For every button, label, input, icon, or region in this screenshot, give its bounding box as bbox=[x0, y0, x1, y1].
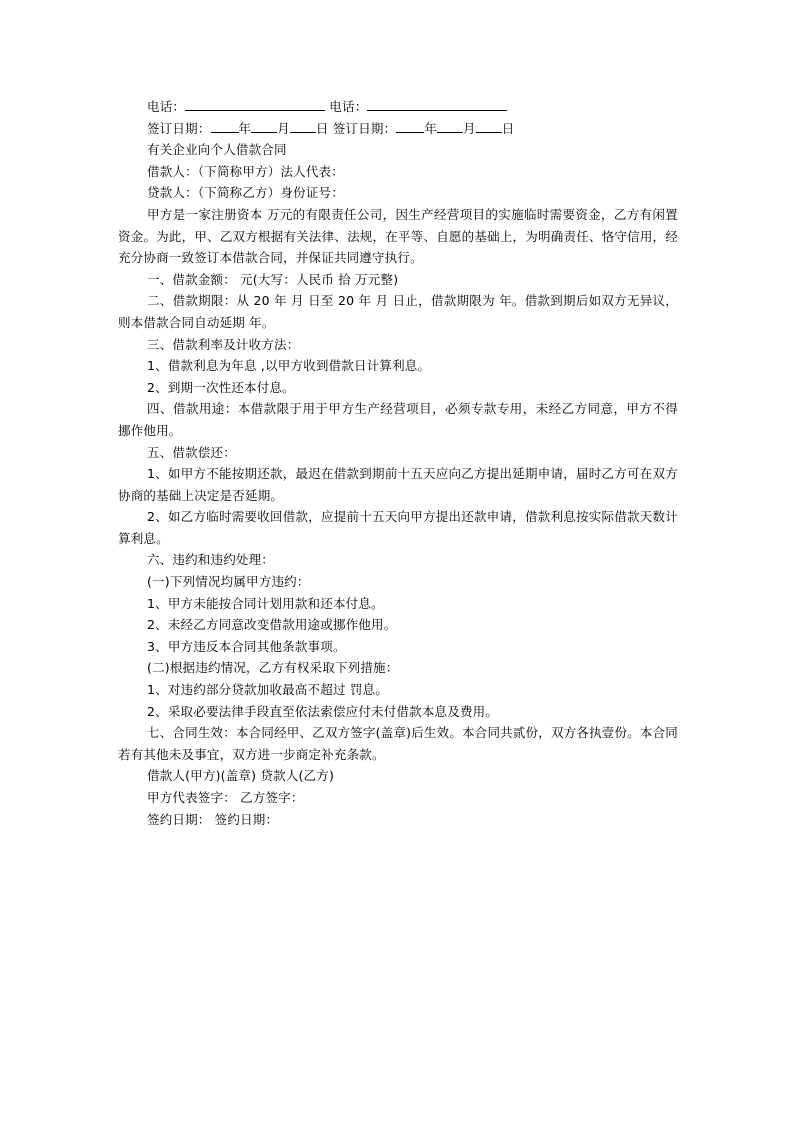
intro-paragraph: 甲方是一家注册资本 万元的有限责任公司，因生产经营项目的实施临时需要资金，乙方有闲置资金。为此，甲、乙双方根据有关法律、法规，在平等、自愿的基础上，为明确责任、恪守信用，经充分协商一致签订本借款合同，并保证共同遵守执行。 bbox=[118, 206, 678, 266]
clause-breach-b-item-1: 1、对违约部分贷款加收最高不超过 罚息。 bbox=[147, 682, 388, 698]
month-label: 月 bbox=[277, 120, 290, 136]
day-label: 日 bbox=[315, 120, 329, 136]
signature-parties-line: 借款人(甲方)(盖章) 贷款人(乙方) bbox=[147, 768, 335, 784]
day-label: 日 bbox=[501, 120, 515, 136]
year-label: 年 bbox=[424, 120, 438, 136]
clause-breach-sub-a: (一)下列情况均属甲方违约： bbox=[147, 574, 310, 590]
sign-date-label-borrower: 签订日期： bbox=[147, 120, 211, 136]
clause-interest-heading: 三、借款利率及计收方法： bbox=[147, 336, 300, 352]
clause-breach-a-item-2: 2、未经乙方同意改变借款用途或挪作他用。 bbox=[147, 617, 397, 633]
phone-label-lender: 电话： bbox=[329, 99, 368, 114]
clause-breach-heading: 六、违约和违约处理： bbox=[147, 552, 275, 568]
contract-title: 有关企业向个人借款合同 bbox=[147, 142, 287, 158]
clause-term: 二、借款期限：从 20 年 月 日至 20 年 月 日止，借款期限为 年。借款到期后如双方无异议，则本借款合同自动延期 年。 bbox=[118, 293, 678, 330]
clause-repayment-item-1: 1、如甲方不能按期还款，最迟在借款到期前十五天应向乙方提出延期申请，届时乙方可在双方协商的基础上决定是否延期。 bbox=[118, 466, 678, 503]
clause-breach-a-item-1: 1、甲方未能按合同计划用款和还本付息。 bbox=[147, 595, 384, 611]
lender-line: 贷款人：（下简称乙方）身份证号： bbox=[147, 185, 344, 201]
clause-breach-b-item-2: 2、采取必要法律手段直至依法索偿应付未付借款本息及费用。 bbox=[147, 703, 499, 719]
year-label: 年 bbox=[238, 120, 252, 136]
phone-label-borrower: 电话： bbox=[147, 99, 186, 114]
contract-body bbox=[118, 96, 678, 830]
clause-amount: 一、借款金额： 元(大写：人民币 拾 万元整) bbox=[147, 271, 399, 287]
clause-repayment-item-2: 2、如乙方临时需要收回借款，应提前十五天向甲方提出还款申请，借款利息按实际借款天数计算利息。 bbox=[118, 509, 678, 546]
sign-date-label-lender: 签订日期： bbox=[332, 120, 397, 136]
clause-breach-sub-b: (二)根据违约情况，乙方有权采取下列措施： bbox=[147, 660, 399, 676]
month-blank bbox=[251, 120, 277, 133]
clause-purpose: 四、借款用途：本借款限于用于甲方生产经营项目，必须专款专用，未经乙方同意，甲方不得挪作他用。 bbox=[118, 401, 678, 438]
phone-blank-borrower bbox=[185, 98, 325, 111]
clause-interest-item-2: 2、到期一次性还本付息。 bbox=[147, 379, 295, 395]
day-blank bbox=[476, 120, 502, 133]
clause-effectiveness: 七、合同生效：本合同经甲、乙双方签字(盖章)后生效。本合同共贰份，双方各执壹份。本合同若有其他未及事宜，双方进一步商定补充条款。 bbox=[118, 725, 678, 762]
phone-row bbox=[118, 96, 678, 118]
year-blank bbox=[396, 120, 424, 133]
signature-representatives-line: 甲方代表签字： 乙方签字： bbox=[147, 790, 304, 805]
clause-breach-a-item-3: 3、甲方违反本合同其他条款事项。 bbox=[147, 638, 346, 654]
month-label: 月 bbox=[463, 120, 476, 136]
day-blank bbox=[290, 120, 316, 133]
sign-date-row bbox=[118, 118, 678, 140]
month-blank bbox=[437, 120, 463, 133]
signature-dates-line: 签约日期： 签约日期： bbox=[147, 811, 279, 827]
borrower-line: 借款人：（下简称甲方）法人代表： bbox=[147, 163, 344, 179]
clause-interest-item-1: 1、借款利息为年息 ,以甲方收到借款日计算利息。 bbox=[147, 358, 431, 374]
phone-blank-lender bbox=[367, 98, 507, 111]
year-blank bbox=[211, 120, 239, 133]
clause-repayment-heading: 五、借款偿还： bbox=[147, 444, 236, 460]
